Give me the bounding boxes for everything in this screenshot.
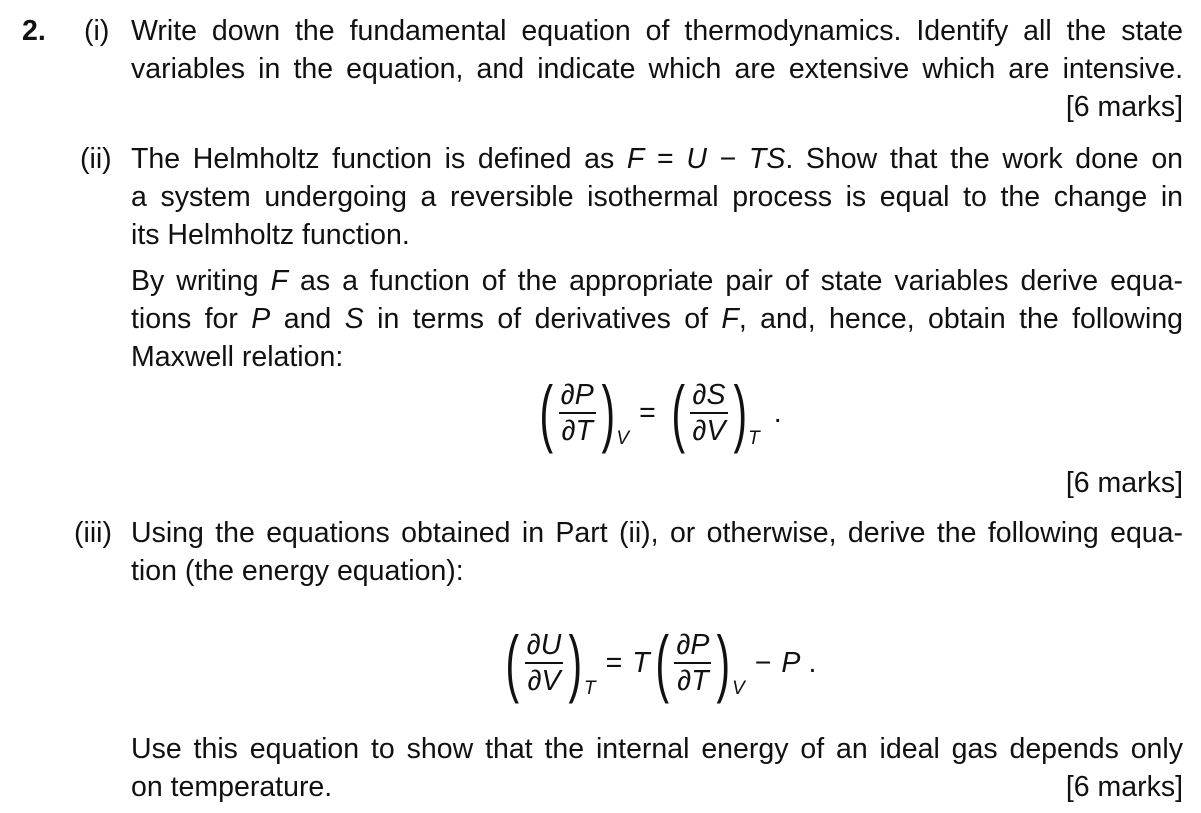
subscript-T: T [748, 428, 760, 449]
period: . [773, 397, 782, 429]
left-paren: ( [539, 371, 554, 454]
temperature-T: T [632, 647, 650, 679]
equals-sign: = [639, 397, 656, 429]
subscript-V: V [616, 428, 630, 449]
minus-sign: − [754, 647, 772, 679]
left-paren: ( [655, 621, 669, 704]
part-ii-text-line2: a system undergoing a reversible isothermal process is equal to the change in [131, 181, 1183, 213]
fraction-dU-dV: $\frac{\partial U}{\partial V}$ [526, 628, 562, 697]
part-iii-text-line1: Using the equations obtained in Part (ii), or otherwise, derive the following equa- [131, 517, 1183, 549]
right-paren: ) [601, 371, 615, 454]
part-ii-text-line4: By writing F as a function of the appropriate pair of state variables derive equa- [131, 265, 1183, 297]
left-paren: ( [505, 621, 520, 704]
question-number: 2. [22, 15, 46, 47]
part-iii-text-line3: Use this equation to show that the internal energy of an ideal gas depends only [131, 733, 1183, 765]
right-paren: ) [716, 621, 731, 704]
part-ii-marks: [6 marks] [1065, 467, 1183, 499]
maxwell-relation [534, 368, 782, 458]
subscript-V: V [732, 678, 745, 699]
part-i-marks: [6 marks] [1065, 91, 1183, 123]
right-paren: ) [733, 371, 747, 454]
part-iii-marks: [6 marks] [1065, 771, 1183, 803]
period: . [808, 647, 817, 679]
fraction-dS-dV: $\frac{\partial S}{\partial V}$ [692, 378, 726, 447]
part-iii-text-line4: on temperature. [131, 771, 333, 803]
part-iii-text-line2: tion (the energy equation): [131, 555, 464, 587]
energy-equation [500, 618, 816, 708]
subscript-T: T [583, 678, 596, 699]
part-ii-text-line3: its Helmholtz function. [131, 219, 410, 251]
fraction-dP-dT: $\frac{\partial P}{\partial T}$ [676, 628, 710, 697]
pressure-P: P [781, 647, 801, 679]
part-i-text-line2: variables in the equation, and indicate which are extensive which are intensive. [131, 53, 1183, 85]
part-ii-label: (ii) [80, 143, 112, 175]
part-iii-label: (iii) [74, 517, 112, 549]
part-ii-text-line6: Maxwell relation: [131, 341, 344, 373]
part-i-label: (i) [84, 15, 110, 47]
right-paren: ) [568, 621, 583, 704]
equals-sign: = [605, 647, 623, 679]
part-i-text-line1: Write down the fundamental equation of thermodynamics. Identify all the state [131, 15, 1183, 47]
part-ii-text-line1: The Helmholtz function is defined as F = U − TS. Show that the work done on [131, 143, 1184, 175]
left-paren: ( [671, 371, 685, 454]
fraction-dP-dT: $\frac{\partial P}{\partial T}$ [560, 378, 594, 447]
part-ii-text-line5: tions for P and S in terms of derivatives of F, and, hence, obtain the following [131, 303, 1184, 335]
